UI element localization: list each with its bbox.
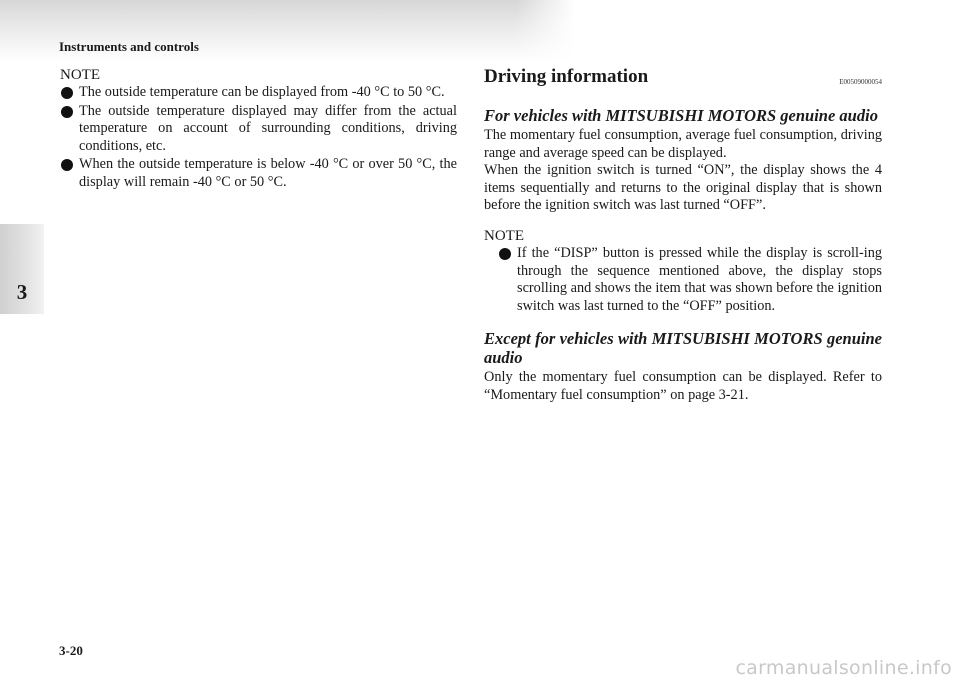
- body-paragraph: The momentary fuel consumption, average fuel consumption, driving range and average speed can be displayed.: [484, 127, 882, 161]
- note-bullet-list: [60, 84, 457, 192]
- note-label: NOTE: [484, 227, 524, 244]
- bullet-dot-icon: [61, 106, 73, 118]
- bullet-text: If the “DISP” button is pressed while the display is scroll-ing through the sequence mentioned above, the display stops scrolling and shows the item that was shown before the ignition switch was last turned to the “OFF” position.: [517, 244, 882, 314]
- subsection-heading-genuine-audio: For vehicles with MITSUBISHI MOTORS genuine audio: [484, 106, 878, 125]
- bullet-text: The outside temperature can be displayed from -40 °C to 50 °C.: [79, 84, 445, 100]
- heading-row: [484, 66, 882, 92]
- chapter-number: 3: [16, 280, 28, 304]
- bullet-dot-icon: [499, 248, 511, 260]
- left-column: [60, 66, 457, 193]
- bullet-dot-icon: [61, 159, 73, 171]
- heading-code: E00509000054: [839, 78, 882, 86]
- note-label: NOTE: [60, 67, 100, 83]
- bullet-text: The outside temperature displayed may differ from the actual temperature on account of surrounding conditions, driving conditions, etc.: [79, 102, 457, 154]
- note-block: [484, 227, 882, 315]
- note-bullet-item: [60, 156, 457, 191]
- note-bullet-item: [484, 245, 882, 315]
- section-title: Instruments and controls: [59, 39, 199, 54]
- subsection-heading-except-genuine-audio: Except for vehicles with MITSUBISHI MOTORS genuine audio: [484, 329, 882, 368]
- bullet-text: When the outside temperature is below -40 °C or over 50 °C, the display will remain -40 °C or 50 °C.: [79, 156, 457, 190]
- body-paragraph: When the ignition switch is turned “ON”, the display shows the 4 items sequentially and returns to the original display that is shown before the ignition switch was last turned “OFF”.: [484, 162, 882, 214]
- section-heading: Driving information: [484, 66, 649, 87]
- body-paragraph: Only the momentary fuel consumption can be displayed. Refer to “Momentary fuel consumption” on page 3-21.: [484, 369, 882, 403]
- bullet-dot-icon: [61, 87, 73, 99]
- note-bullet-item: [60, 103, 457, 156]
- watermark: carmanualsonline.info: [735, 657, 952, 679]
- note-bullet-item: [60, 84, 457, 102]
- page-number: 3-20: [59, 643, 83, 658]
- right-column: [484, 66, 882, 405]
- note-bullet-list: [484, 245, 882, 315]
